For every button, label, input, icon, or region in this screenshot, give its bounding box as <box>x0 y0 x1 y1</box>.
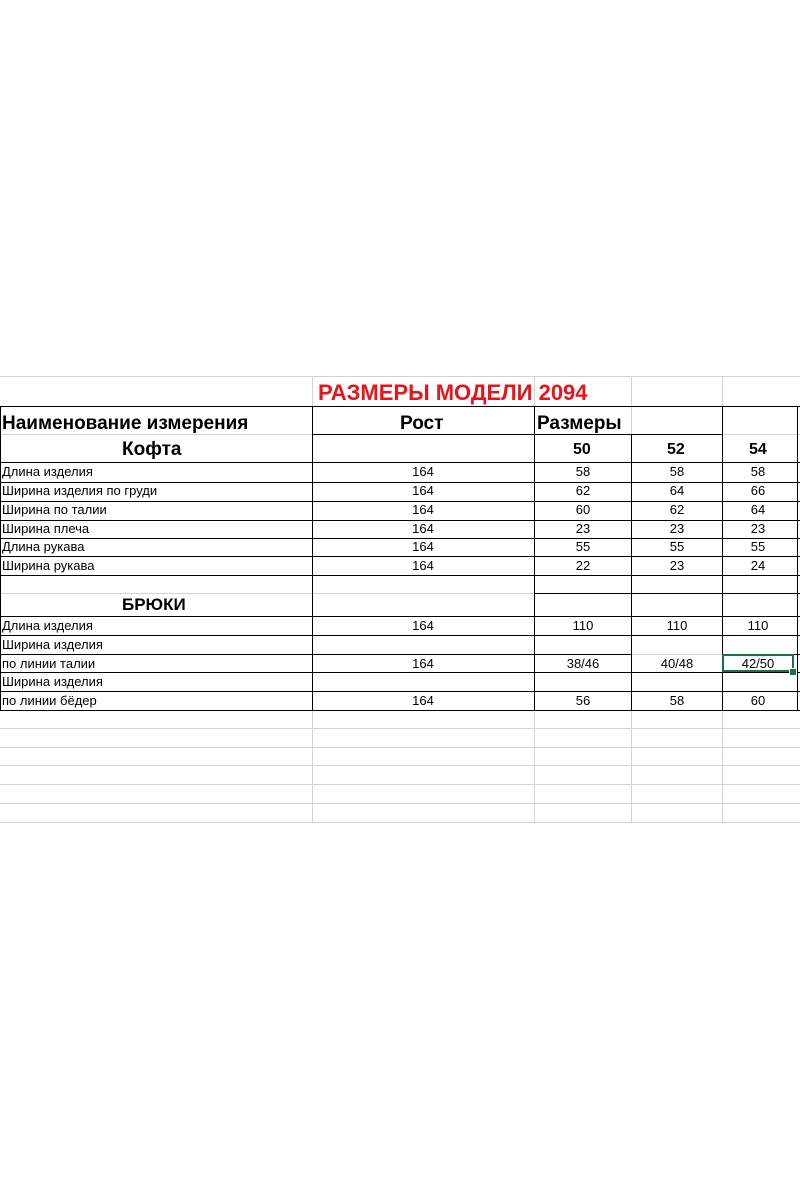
cell-size-value[interactable]: 58 <box>575 464 591 479</box>
section-title-kofta[interactable]: Кофта <box>122 439 182 460</box>
cell-size-value[interactable]: 58 <box>750 464 766 479</box>
cell-height[interactable]: 164 <box>412 558 434 573</box>
cell-size-value[interactable]: 66 <box>750 483 766 498</box>
row-line <box>0 747 800 748</box>
row-label[interactable]: по линии талии <box>2 656 96 671</box>
row-line <box>0 710 800 711</box>
row-line <box>0 803 800 804</box>
row-line <box>0 654 631 655</box>
column-line <box>0 406 1 710</box>
row-line <box>0 691 800 692</box>
cell-size-value[interactable]: 23 <box>575 521 591 536</box>
column-line <box>631 434 632 710</box>
row-label[interactable]: Ширина плеча <box>2 521 90 536</box>
row-line <box>534 593 800 594</box>
row-label[interactable]: Длина рукава <box>2 539 85 554</box>
cell-height[interactable]: 164 <box>412 539 434 554</box>
cell-height[interactable]: 164 <box>412 464 434 479</box>
row-label[interactable]: Длина изделия <box>2 618 93 633</box>
cell-size-value[interactable]: 40/48 <box>660 656 694 671</box>
cell-size-value[interactable]: 60 <box>750 693 766 708</box>
cell-size-value[interactable]: 60 <box>575 502 591 517</box>
size-header-52[interactable]: 52 <box>667 441 685 458</box>
size-header-50[interactable]: 50 <box>573 441 591 458</box>
row-line <box>312 434 722 435</box>
cell-size-value[interactable]: 58 <box>669 464 685 479</box>
row-line <box>0 406 800 407</box>
cell-height[interactable]: 164 <box>412 693 434 708</box>
cell-height[interactable]: 164 <box>412 502 434 517</box>
row-line <box>0 635 800 636</box>
size-table-sheet <box>0 376 800 822</box>
cell-size-value[interactable]: 62 <box>669 502 685 517</box>
cell-size-value[interactable]: 58 <box>669 693 685 708</box>
cell-size-value[interactable]: 55 <box>669 539 685 554</box>
cell-size-value[interactable]: 23 <box>669 521 685 536</box>
cell-size-value[interactable]: 23 <box>750 521 766 536</box>
row-label[interactable]: Ширина по талии <box>2 502 107 517</box>
row-label[interactable]: по линии бёдер <box>2 693 97 708</box>
row-label[interactable]: Ширина рукава <box>2 558 95 573</box>
row-line <box>0 765 800 766</box>
row-line <box>0 556 800 557</box>
cell-size-value[interactable]: 64 <box>750 502 766 517</box>
header-measurement-name[interactable]: Наименование измерения <box>2 413 249 434</box>
sheet-title: РАЗМЕРЫ МОДЕЛИ 2094 <box>318 380 588 405</box>
cell-size-value[interactable]: 110 <box>747 618 769 633</box>
cell-size-value[interactable]: 110 <box>666 618 688 633</box>
header-height[interactable]: Рост <box>400 413 444 434</box>
active-cell-selection[interactable] <box>722 654 794 672</box>
row-label[interactable]: Ширина изделия по груди <box>2 483 158 498</box>
fill-handle[interactable] <box>789 668 797 676</box>
cell-height[interactable]: 164 <box>412 656 434 671</box>
cell-size-value[interactable]: 22 <box>575 558 591 573</box>
cell-size-value[interactable]: 23 <box>669 558 685 573</box>
cell-height[interactable]: 164 <box>412 521 434 536</box>
cell-height[interactable]: 164 <box>412 483 434 498</box>
size-header-54[interactable]: 54 <box>749 441 767 458</box>
row-label[interactable]: Длина изделия <box>2 464 93 479</box>
row-line <box>0 672 800 673</box>
cell-size-value[interactable]: 55 <box>750 539 766 554</box>
cell-size-value[interactable]: 55 <box>575 539 591 554</box>
cell-size-value[interactable]: 64 <box>669 483 685 498</box>
row-line <box>0 822 800 823</box>
cell-size-value[interactable]: 56 <box>575 693 591 708</box>
row-line <box>0 784 800 785</box>
row-line <box>0 616 800 617</box>
row-line <box>0 575 800 576</box>
section-title-bryuki[interactable]: БРЮКИ <box>122 595 186 614</box>
row-line <box>0 462 800 463</box>
column-line <box>312 406 313 710</box>
cell-size-value[interactable]: 24 <box>750 558 766 573</box>
cell-size-value[interactable]: 110 <box>572 618 594 633</box>
cell-height[interactable]: 164 <box>412 618 434 633</box>
cell-size-value[interactable]: 38/46 <box>566 656 600 671</box>
row-line <box>0 728 800 729</box>
cell-size-value[interactable]: 62 <box>575 483 591 498</box>
row-line <box>0 376 800 377</box>
row-label[interactable]: Ширина изделия <box>2 637 103 652</box>
cell-size-value[interactable]: 42/50 <box>741 656 775 671</box>
header-sizes[interactable]: Размеры <box>537 413 622 434</box>
row-label[interactable]: Ширина изделия <box>2 674 103 689</box>
column-line <box>534 406 535 710</box>
